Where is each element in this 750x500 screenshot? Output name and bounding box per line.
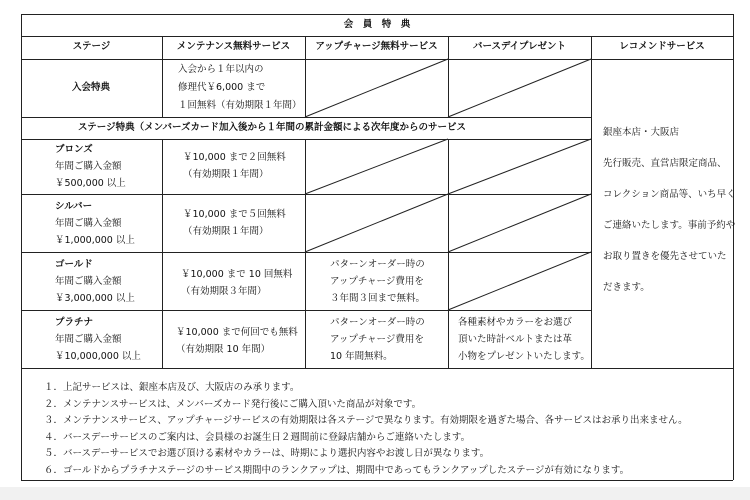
stage-req-gold-1: 年間ご購入金額 — [55, 276, 122, 287]
border-left — [21, 14, 22, 480]
silver-maintenance-2: （有効期限１年間） — [183, 226, 269, 237]
border-right — [733, 14, 734, 480]
note-5: ５．バースデーサービスでお選び頂ける素材やカラーは、時期により選択内容やお渡し日が異なります。 — [44, 448, 490, 459]
stage-req-platinum-1: 年間ご購入金額 — [55, 334, 122, 345]
platinum-maintenance-2: （有効期限 10 年間） — [176, 344, 271, 355]
diag-silver-birthday — [448, 194, 591, 252]
border-top — [21, 14, 733, 15]
silver-maintenance-1: ￥10,000 まで５回無料 — [183, 209, 286, 220]
rule-join — [21, 117, 591, 118]
rule-header — [21, 59, 733, 60]
border-bottom — [21, 480, 733, 481]
recommend-line-3: コレクション商品等、いち早く — [603, 189, 736, 200]
gold-upcharge-3: ３年間３回まで無料。 — [330, 293, 426, 304]
join-maintenance-1: 入会から１年以内の — [178, 64, 264, 75]
header-birthday: バースデイプレゼント — [472, 41, 566, 52]
diag-join-birthday — [448, 59, 591, 117]
platinum-birthday-1: 各種素材やカラーをお選び — [458, 317, 573, 328]
stage-req-silver-1: 年間ご購入金額 — [55, 218, 122, 229]
gold-upcharge-2: アップチャージ費用を — [330, 276, 424, 287]
bronze-maintenance-2: （有効期限１年間） — [183, 169, 269, 180]
gold-maintenance-2: （有効期限３年間） — [181, 286, 267, 297]
stage-name-platinum: プラチナ — [55, 317, 94, 328]
join-maintenance-2: 修理代￥6,000 まで — [178, 82, 266, 93]
rule-platinum — [21, 368, 733, 369]
stage-name-silver: シルバー — [55, 201, 93, 212]
diag-silver-upcharge — [305, 194, 448, 252]
note-2: ２．メンテナンスサービスは、メンバーズカード発行後にご購入頂いた商品が対象です。 — [44, 398, 422, 410]
platinum-upcharge-1: パターンオーダー時の — [330, 317, 425, 328]
rule-silver — [21, 252, 591, 253]
note-4: ４．バースデーサービスのご案内は、会員様のお誕生日２週間前に登録店舗からご連絡いたします。 — [44, 431, 471, 443]
platinum-upcharge-3: 10 年間無料。 — [330, 351, 393, 362]
diag-gold-birthday — [448, 252, 591, 310]
header-stage: ステージ — [72, 41, 111, 52]
col-line-1b — [162, 139, 163, 368]
rule-bronze — [21, 194, 591, 195]
join-label: 入会特典 — [72, 82, 111, 93]
notes-block — [44, 380, 688, 479]
diag-join-upcharge — [305, 59, 448, 117]
note-3: ３．メンテナンスサービス、アップチャージサービスの有効期限は各ステージで異なります。有効期限を過ぎた場合、各サービスはお承り出来ません。 — [44, 415, 688, 426]
recommend-line-6: だきます。 — [603, 282, 650, 293]
stage-name-gold: ゴールド — [55, 259, 93, 270]
stage-req-silver-2: ￥1,000,000 以上 — [55, 235, 135, 246]
header-maintenance: メンテナンス無料サービス — [176, 41, 291, 52]
recommend-line-2: 先行販売、直営店限定商品、 — [603, 158, 727, 169]
rule-section — [21, 139, 591, 140]
bronze-maintenance-1: ￥10,000 まで２回無料 — [183, 152, 286, 163]
rule-gold — [21, 310, 591, 311]
col-line-2b — [305, 139, 306, 368]
platinum-upcharge-2: アップチャージ費用を — [330, 334, 424, 345]
note-1: １．上記サービスは、銀座本店及び、大阪店のみ承ります。 — [44, 382, 300, 393]
header-recommend: レコメンドサービス — [619, 41, 705, 52]
stage-req-bronze-2: ￥500,000 以上 — [55, 178, 126, 189]
stage-req-bronze-1: 年間ご購入金額 — [55, 161, 122, 172]
diag-bronze-birthday — [448, 139, 591, 194]
col-line-3b — [448, 139, 449, 368]
gold-maintenance-1: ￥10,000 まで 10 回無料 — [181, 269, 293, 280]
recommend-line-1: 銀座本店・大阪店 — [603, 127, 680, 138]
join-maintenance-3: １回無料（有効期限１年間） — [178, 100, 302, 111]
stage-section-heading: ステージ特典（メンバーズカード加入後から１年間の累計金額による次年度からのサービス — [78, 122, 466, 133]
platinum-birthday-2: 頂いた時計ベルトまたは革 — [458, 334, 573, 345]
note-6: ６．ゴールドからプラチナステージのサービス期間中のランクアップは、期間中であってもランクアップしたステージが有効になります。 — [44, 464, 630, 476]
diag-bronze-upcharge — [305, 139, 448, 194]
bottom-band — [0, 487, 750, 500]
rule-title — [21, 36, 733, 37]
gold-upcharge-1: パターンオーダー時の — [330, 259, 425, 270]
stage-req-platinum-2: ￥10,000,000 以上 — [55, 351, 141, 362]
col-line-4 — [591, 36, 592, 368]
platinum-birthday-3: 小物をプレゼントいたします。 — [458, 351, 590, 362]
table-title: 会 員 特 典 — [343, 19, 411, 30]
stage-req-gold-2: ￥3,000,000 以上 — [55, 293, 135, 304]
stage-name-bronze: ブロンズ — [55, 144, 93, 155]
platinum-maintenance-1: ￥10,000 まで何回でも無料 — [176, 327, 298, 338]
header-upcharge: アップチャージ無料サービス — [315, 41, 438, 52]
recommend-line-4: ご連絡いたします。事前予約や — [603, 220, 736, 231]
recommend-line-5: お取り置きを優先させていた — [603, 251, 727, 262]
